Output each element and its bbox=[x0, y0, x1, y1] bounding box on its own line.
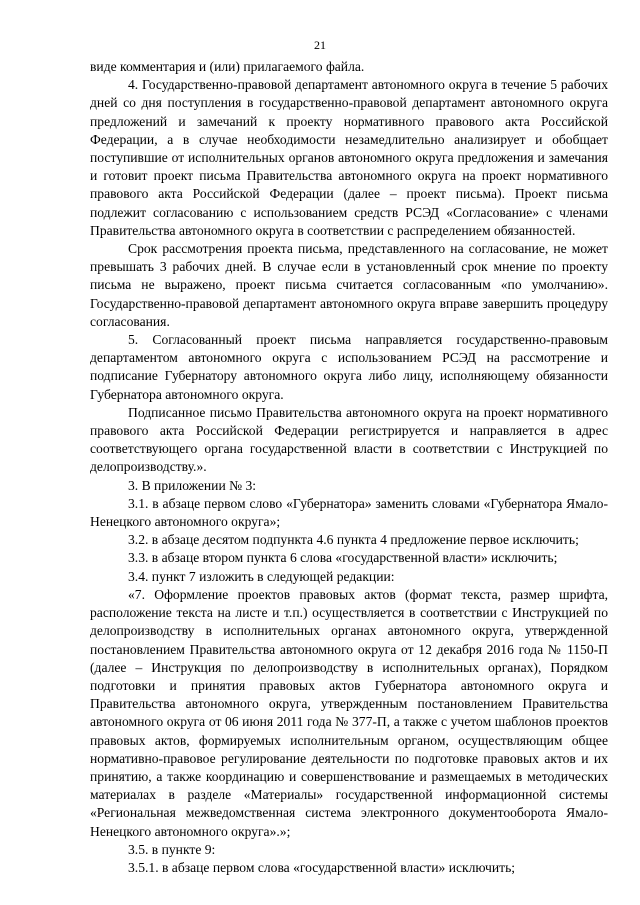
paragraph-item-3-1: 3.1. в абзаце первом слово «Губернатора» заменить словами «Губернатора Ямало-Ненецкого автономного округа»; bbox=[90, 495, 608, 530]
paragraph-item-3-3: 3.3. в абзаце втором пункта 6 слова «государственной власти» исключить; bbox=[128, 550, 558, 566]
paragraph-item-3-5: 3.5. в пункте 9: bbox=[128, 841, 216, 857]
paragraph-review-term: Срок рассмотрения проекта письма, представленного на согласование, не может превышать 3 рабочих дней. В случае если в установленный срок мнение по проекту письма не выражено, проект письма считается согласованным «по умолчанию». Государственно-правовой департамент автономного округа вправе завершить процедуру согласования. bbox=[90, 241, 608, 329]
page-number: 21 bbox=[314, 38, 326, 52]
document-body bbox=[90, 58, 608, 877]
paragraph-signed-letter: Подписанное письмо Правительства автономного округа на проект нормативного правового акта Российской Федерации регистрируется и направляется в адрес соответствующего органа государственной власти в соответствии с Инструкцией по делопроизводству.». bbox=[90, 404, 608, 475]
paragraph-item-3-4: 3.4. пункт 7 изложить в следующей редакции: bbox=[128, 568, 395, 584]
paragraph-item-3-5-1: 3.5.1. в абзаце первом слова «государственной власти» исключить; bbox=[128, 859, 516, 875]
paragraph-item-3: 3. В приложении № 3: bbox=[128, 477, 257, 493]
paragraph-item-3-2: 3.2. в абзаце десятом подпункта 4.6 пункта 4 предложение первое исключить; bbox=[128, 532, 579, 548]
paragraph-continuation: виде комментария и (или) прилагаемого файла. bbox=[90, 59, 365, 74]
paragraph-item-4: 4. Государственно-правовой департамент автономного округа в течение 5 рабочих дней со дня поступления в государственно-правовой департамент автономного округа предложений и замечаний к проекту нормативного правового акта Российской Федерации, а в случае необходимости незамедлительно анализирует и обобщает поступившие от исполнительных органов автономного округа предложения и замечания и готовит проект письма Правительства автономного округа на проект нормативного правового акта Российской Федерации (далее – проект письма). Проект письма подлежит согласованию с использованием средств РСЭД «Согласование» с членами Правительства автономного округа в соответствии с распределением обязанностей. bbox=[90, 77, 608, 238]
paragraph-item-5: 5. Согласованный проект письма направляется государственно-правовым департаментом автономного округа с использованием РСЭД на рассмотрение и подписание Губернатору автономного округа либо лицу, исполняющему обязанности Губернатора автономного округа. bbox=[90, 332, 608, 402]
paragraph-item-7-text: «7. Оформление проектов правовых актов (формат текста, размер шрифта, расположение текста на листе и т.п.) осуществляется в соответствии с Инструкцией по делопроизводству в исполнительных органах автономного округа, утвержденной постановлением Правительства автономного округа от 12 декабря 2016 года № 1150-П (далее – Инструкция по делопроизводству в исполнительных органах), Порядком подготовки и принятия правовых актов Губернатора автономного округа и Правительства автономного округа, утвержденным постановлением Правительства автономного округа от 06 июня 2011 года № 377-П, а также с учетом шаблонов проектов правовых актов, формируемых исполнительным органом, осуществляющим общее нормативно-правовое регулирование деятельности по подготовке правовых актов и их принятию, а также координацию и совершенствование и размещаемых в методических материалах в разделе «Материалы» государственной информационной системы «Региональная межведомственная система электронного документооборота Ямало-Ненецкого автономного округа».»; bbox=[90, 586, 608, 839]
